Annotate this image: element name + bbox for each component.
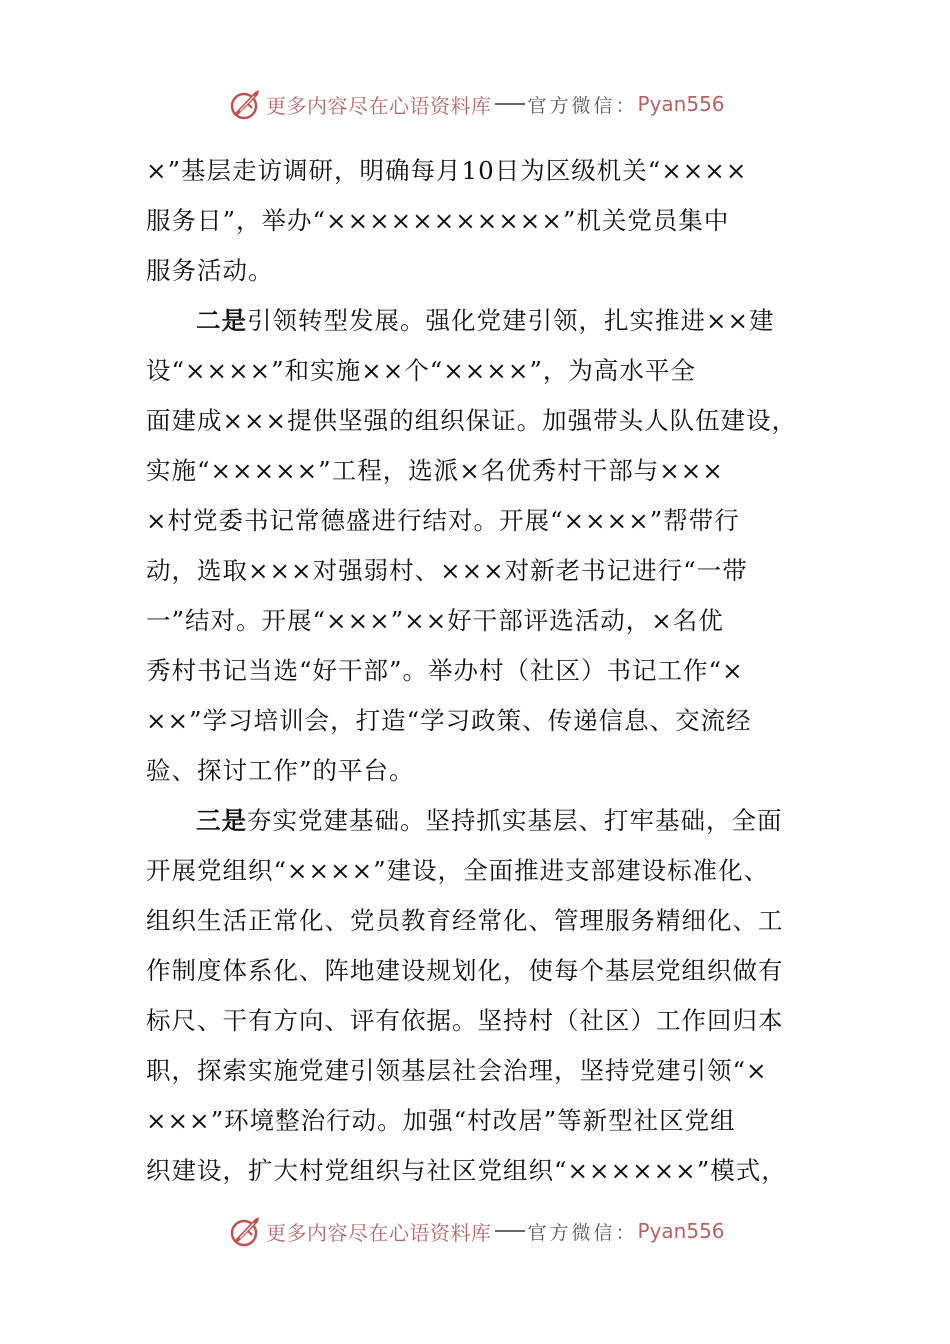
watermark-brand: 更多内容尽在心语资料库 <box>266 1220 492 1245</box>
text-line <box>146 296 796 346</box>
line-text: 夯实党建基础。坚持抓实基层、打牢基础，全面 <box>247 806 783 835</box>
text-line <box>146 1146 796 1196</box>
watermark-id: Pyan556 <box>637 1219 725 1243</box>
text-line <box>146 596 796 646</box>
line-text: 服务活动。 <box>146 256 274 285</box>
quill-pen-logo-icon <box>228 1213 264 1249</box>
watermark-id: Pyan556 <box>637 92 725 116</box>
text-line <box>146 946 796 996</box>
quill-pen-logo-icon <box>228 86 264 122</box>
text-line <box>146 246 796 296</box>
watermark-dash <box>495 103 525 105</box>
line-text: 验、探讨工作”的平台。 <box>146 756 415 785</box>
text-line <box>146 1096 796 1146</box>
paragraph-lead: 二是 <box>196 306 247 335</box>
line-text: 面建成×××提供坚强的组织保证。加强带头人队伍建设， <box>146 406 798 435</box>
line-text: ×××”环境整治行动。加强“村改居”等新型社区党组 <box>146 1106 736 1135</box>
line-text: 标尺、干有方向、评有依据。坚持村（社区）工作回归本 <box>146 1006 784 1035</box>
footer-watermark <box>228 1211 725 1251</box>
line-text: ×村党委书记常德盛进行结对。开展“××××”帮带行 <box>146 506 740 535</box>
text-line <box>146 696 796 746</box>
paragraph-lead: 三是 <box>196 806 247 835</box>
line-text: 引领转型发展。强化党建引领，扎实推进××建 <box>247 306 775 335</box>
line-text: 职，探索实施党建引领基层社会治理，坚持党建引领“× <box>146 1056 768 1085</box>
text-line <box>146 1046 796 1096</box>
text-line <box>146 146 796 196</box>
line-text: 服务日”，举办“×××××××××××”机关党员集中 <box>146 206 730 235</box>
watermark-brand: 更多内容尽在心语资料库 <box>266 93 492 118</box>
text-line <box>146 396 796 446</box>
header-watermark <box>228 84 725 124</box>
watermark-label: 官方微信： <box>527 1221 638 1244</box>
line-text: ×”基层走访调研，明确每月10日为区级机关“×××× <box>146 156 748 185</box>
document-body <box>146 146 796 1196</box>
line-text: ××”学习培训会，打造“学习政策、传递信息、交流经 <box>146 706 752 735</box>
watermark-dash <box>495 1230 525 1232</box>
watermark-label: 官方微信： <box>527 94 638 117</box>
text-line <box>146 996 796 1046</box>
text-line <box>146 496 796 546</box>
line-text: 组织生活正常化、党员教育经常化、管理服务精细化、工 <box>146 906 784 935</box>
text-line <box>146 846 796 896</box>
line-text: 实施“×××××”工程，选派×名优秀村干部与××× <box>146 456 724 485</box>
text-line <box>146 796 796 846</box>
line-text: 织建设，扩大村党组织与社区党组织“××××××”模式， <box>146 1156 787 1185</box>
line-text: 动，选取×××对强弱村、×××对新老书记进行“一带 <box>146 556 748 585</box>
text-line <box>146 646 796 696</box>
text-line <box>146 896 796 946</box>
line-text: 一”结对。开展“×××”××好干部评选活动，×名优 <box>146 606 724 635</box>
line-text: 秀村书记当选“好干部”。举办村（社区）书记工作“× <box>146 656 744 685</box>
text-line <box>146 746 796 796</box>
line-text: 开展党组织“××××”建设，全面推进支部建设标准化、 <box>146 856 770 885</box>
text-line <box>146 546 796 596</box>
line-text: 作制度体系化、阵地建设规划化，使每个基层党组织做有 <box>146 956 784 985</box>
text-line <box>146 196 796 246</box>
text-line <box>146 446 796 496</box>
text-line <box>146 346 796 396</box>
line-text: 设“××××”和实施××个“××××”，为高水平全 <box>146 356 696 385</box>
